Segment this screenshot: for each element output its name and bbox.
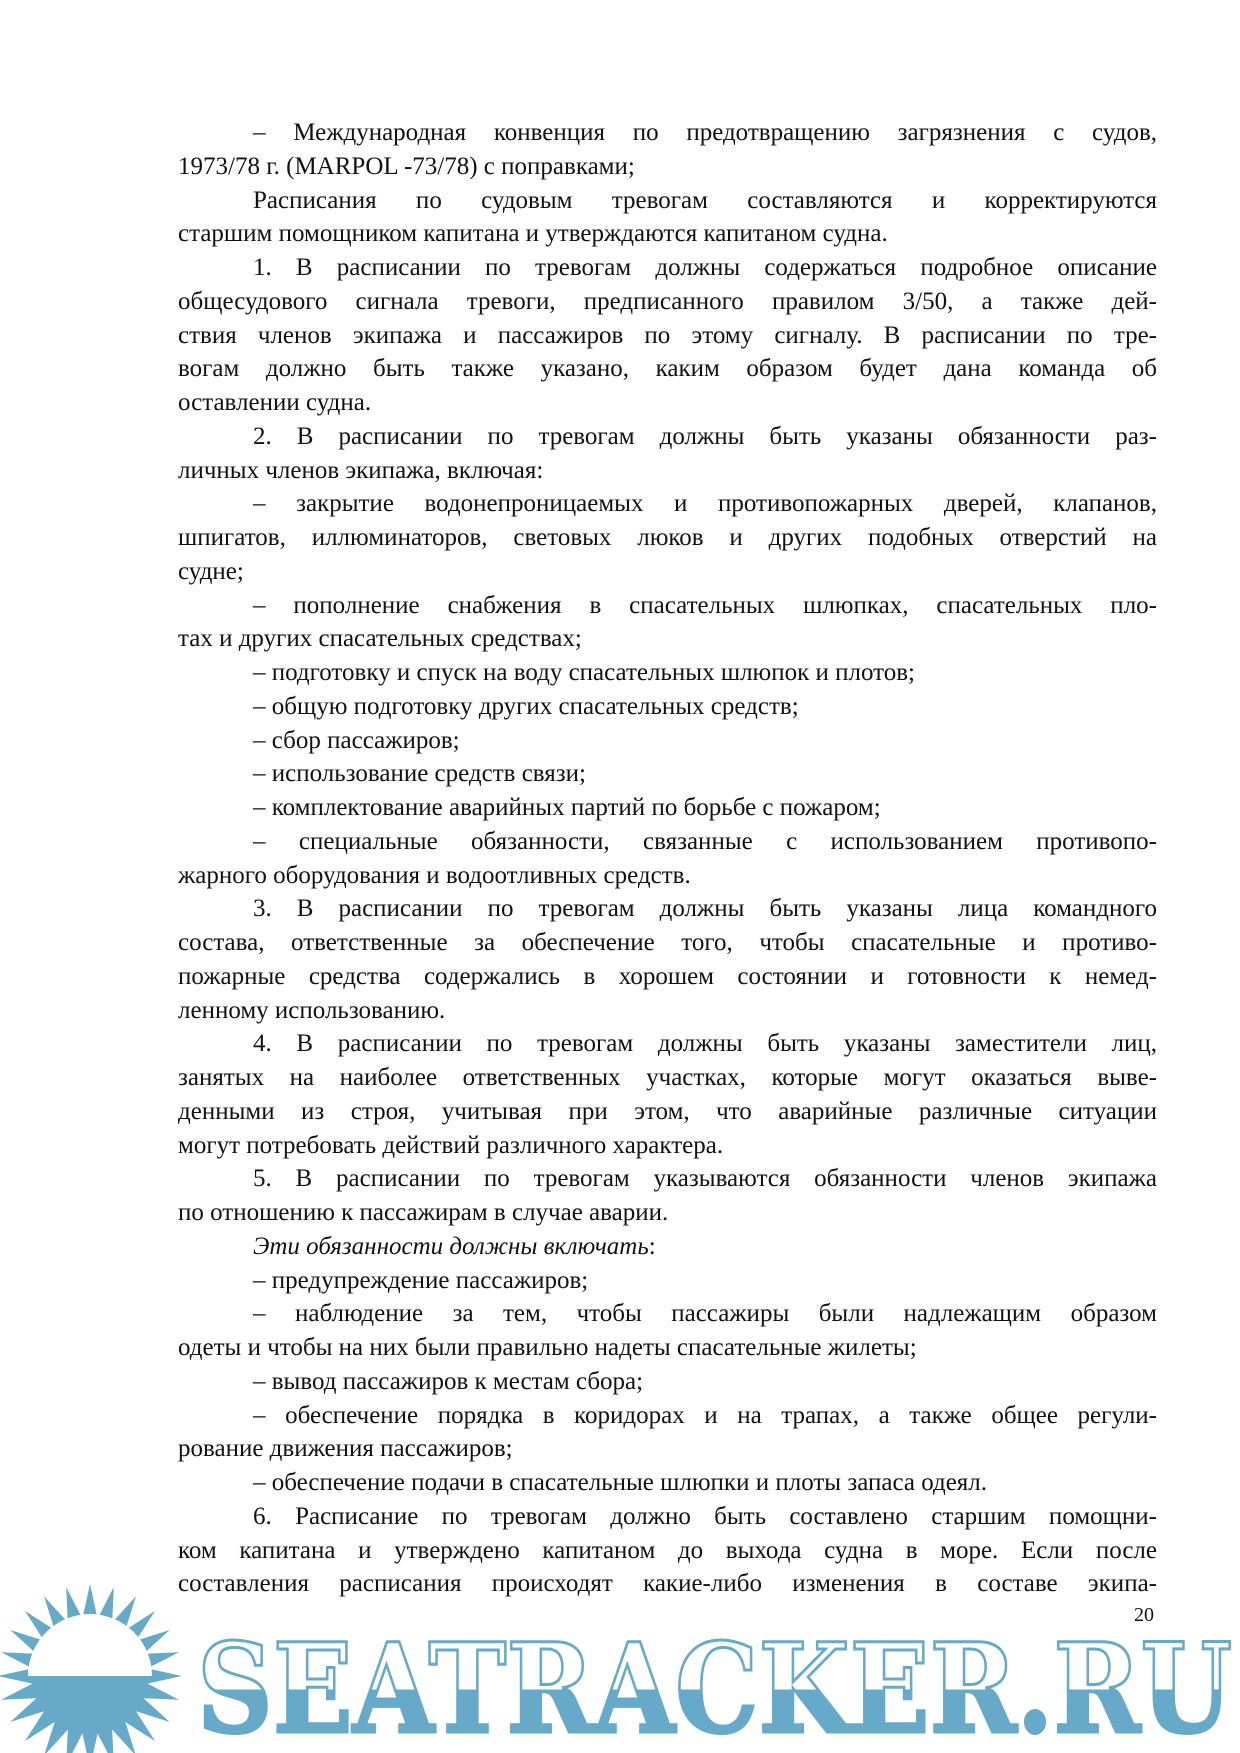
text-line: ком капитана и утверждено капитаном до выхода судна в море. Если после <box>178 1536 1157 1564</box>
text-line: 6. Расписание по тревогам должно быть составлено старшим помощни- <box>253 1502 1157 1530</box>
text-line: 1. В расписании по тревогам должны содержаться подробное описание <box>253 254 1157 281</box>
text-line: – специальные обязанности, связанные с использованием противопо- <box>253 827 1157 855</box>
text-line: старшим помощником капитана и утверждаются капитаном судна. <box>178 220 888 248</box>
text-line: пожарные средства содержались в хорошем состоянии и готовности к немед- <box>178 962 1157 990</box>
text-line: по отношению к пассажирам в случае аварии. <box>178 1199 669 1226</box>
text-line: – обеспечение подачи в спасательные шлюпки и плоты запаса одеял. <box>253 1469 988 1496</box>
text-line: шпигатов, иллюминаторов, световых люков и других подобных отверстий на <box>178 524 1157 551</box>
text-line: занятых на наиболее ответственных участках, которые могут оказаться выве- <box>178 1064 1157 1091</box>
text-line: – комплектование аварийных партий по борьбе с пожаром; <box>253 794 881 821</box>
text-line: 4. В расписании по тревогам должны быть указаны заместители лиц, <box>253 1030 1157 1058</box>
text-line: денными из строя, учитывая при этом, что аварийные различные ситуации <box>178 1097 1157 1125</box>
text-line: – общую подготовку других спасательных средств; <box>253 692 799 720</box>
text-line: одеты и чтобы на них были правильно надеты спасательные жилеты; <box>178 1334 917 1361</box>
seatracker-watermark <box>0 1570 1240 1753</box>
text-line: – пополнение снабжения в спасательных шлюпках, спасательных пло- <box>253 591 1157 619</box>
italic-heading-colon: : <box>648 1232 656 1260</box>
text-line: 5. В расписании по тревогам указываются обязанности членов экипажа <box>253 1165 1157 1193</box>
page-number: 20 <box>1134 1604 1154 1626</box>
text-line: состава, ответственные за обеспечение того, чтобы спасательные и противо- <box>178 929 1157 956</box>
text-line: – закрытие водонепроницаемых и противопожарных дверей, клапанов, <box>253 490 1157 518</box>
text-line: Расписания по судовым тревогам составляются и корректируются <box>253 186 1157 214</box>
text-line: общесудового сигнала тревоги, предписанного правилом 3/50, а также дей- <box>178 287 1157 315</box>
text-line: могут потребовать действий различного характера. <box>178 1131 724 1159</box>
text-line: рование движения пассажиров; <box>178 1435 513 1463</box>
text-line: составления расписания происходят какие-либо изменения в составе экипа- <box>178 1570 1157 1598</box>
document-body <box>178 116 1157 1601</box>
text-line: 2. В расписании по тревогам должны быть указаны обязанности раз- <box>253 422 1157 450</box>
text-line: – вывод пассажиров к местам сбора; <box>253 1367 644 1395</box>
text-line: – наблюдение за тем, чтобы пассажиры были надлежащим образом <box>253 1300 1157 1328</box>
sun-icon <box>0 1584 182 1753</box>
text-line: личных членов экипажа, включая: <box>178 456 544 484</box>
text-line: – использование средств связи; <box>253 760 586 788</box>
text-line: вогам должно быть также указано, каким образом будет дана команда об <box>178 355 1157 383</box>
text-line: – предупреждение пассажиров; <box>253 1266 589 1294</box>
italic-heading: Эти обязанности должны включать <box>253 1232 649 1260</box>
text-line: – обеспечение порядка в коридорах и на трапах, а также общее регули- <box>253 1401 1157 1429</box>
text-line: оставлении судна. <box>178 389 372 416</box>
text-line: тах и других спасательных средствах; <box>178 625 582 653</box>
text-line: ленному использованию. <box>178 996 446 1024</box>
text-line: жарного оборудования и водоотливных средств. <box>178 861 691 889</box>
text-line: – сбор пассажиров; <box>253 726 460 754</box>
text-line: судне; <box>178 557 244 585</box>
text-line: 1973/78 г. (MARPOL -73/78) с поправками; <box>178 152 635 180</box>
text-line <box>178 1230 1157 1264</box>
watermark-text: SEATRACKER.RU <box>197 1617 1232 1753</box>
text-line: 3. В расписании по тревогам должны быть указаны лица командного <box>253 895 1157 923</box>
text-line: ствия членов экипажа и пассажиров по этому сигналу. В расписании по тре- <box>178 321 1157 349</box>
text-line: – подготовку и спуск на воду спасательных шлюпок и плотов; <box>253 659 915 686</box>
text-line: – Международная конвенция по предотвращению загрязнения с судов, <box>253 119 1157 146</box>
